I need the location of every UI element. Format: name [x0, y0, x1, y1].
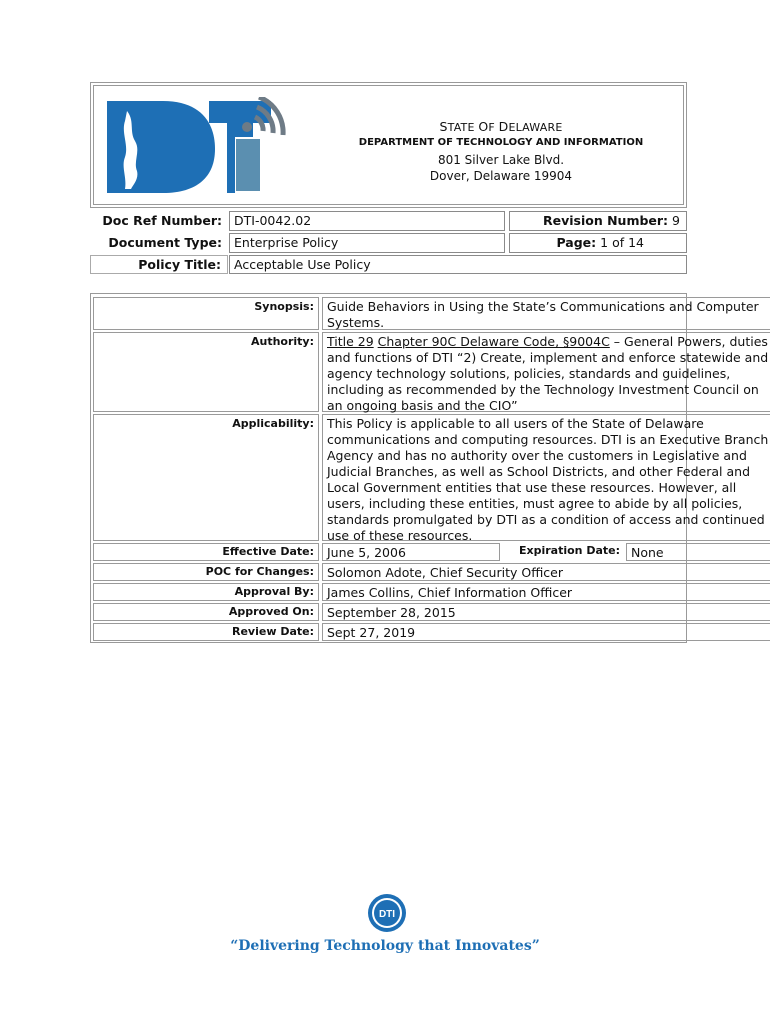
expiration-date-value: None	[626, 543, 770, 561]
synopsis-label: Synopsis:	[93, 297, 319, 330]
policy-title-value: Acceptable Use Policy	[229, 255, 687, 274]
effective-date-value: June 5, 2006	[322, 543, 500, 561]
policy-details-table	[90, 293, 769, 643]
doc-ref-value: DTI-0042.02	[229, 211, 505, 231]
approval-by-label: Approval By:	[93, 583, 319, 601]
expiration-date-label: Expiration Date:	[518, 544, 620, 557]
title-29-link[interactable]: Title 29	[327, 334, 374, 349]
applicability-value: This Policy is applicable to all users of the State of Delaware communications and computing resources. DTI is an Executive Branch Agency and has no authority over the customers in Legislative and Judicial Branches, as well as School Districts, and other Federal and Local Government entities that use these resources. However, all users, including these entities, must agree to abide by all policies, standards promulgated by DTI as a condition of access and continued use of these resources.	[322, 414, 770, 541]
doc-type-value: Enterprise Policy	[229, 233, 505, 253]
page-value: 1 of 14	[600, 235, 644, 250]
state-name: STATE OF DELAWARE	[439, 119, 563, 134]
revision-label: Revision Number:	[542, 213, 669, 228]
applicability-label: Applicability:	[93, 414, 319, 541]
chapter-90c-link[interactable]: Chapter 90C Delaware Code, §9004C	[377, 334, 610, 349]
agency-address	[351, 119, 651, 183]
revision-value: 9	[672, 213, 680, 228]
address-city: Dover, Delaware 19904	[429, 169, 573, 183]
revision-field	[509, 211, 687, 231]
approved-on-label: Approved On:	[93, 603, 319, 621]
department-name: DEPARTMENT OF TECHNOLOGY AND INFORMATION	[358, 137, 644, 148]
synopsis-value: Guide Behaviors in Using the State’s Communications and Computer Systems.	[322, 297, 770, 330]
doc-ref-label: Doc Ref Number:	[102, 213, 222, 228]
review-date-label: Review Date:	[93, 623, 319, 641]
dti-logo	[105, 97, 295, 197]
page-label: Page:	[556, 235, 597, 250]
policy-title-label: Policy Title:	[90, 255, 228, 274]
address-street: 801 Silver Lake Blvd.	[437, 153, 565, 167]
dti-seal-icon	[367, 893, 407, 933]
poc-value: Solomon Adote, Chief Security Officer	[322, 563, 770, 581]
poc-label: POC for Changes:	[93, 563, 319, 581]
letterhead-box	[90, 82, 687, 208]
approved-on-value: September 28, 2015	[322, 603, 770, 621]
authority-text: – General Powers, duties and functions of DTI “2) Create, implement and enforce statewide and agency technology solutions, policies, standards and guidelines, including as recommended by the Technology Investment Council on an ongoing basis and the CIO”	[327, 334, 769, 413]
approval-by-value: James Collins, Chief Information Officer	[322, 583, 770, 601]
effective-date-label: Effective Date:	[93, 543, 319, 561]
footer-tagline: “Delivering Technology that Innovates”	[230, 938, 540, 954]
authority-label: Authority:	[93, 332, 319, 412]
authority-value	[322, 332, 770, 412]
svg-text:DTI: DTI	[378, 909, 396, 920]
review-date-value: Sept 27, 2019	[322, 623, 770, 641]
page-field	[509, 233, 687, 253]
doc-type-label: Document Type:	[108, 235, 222, 250]
